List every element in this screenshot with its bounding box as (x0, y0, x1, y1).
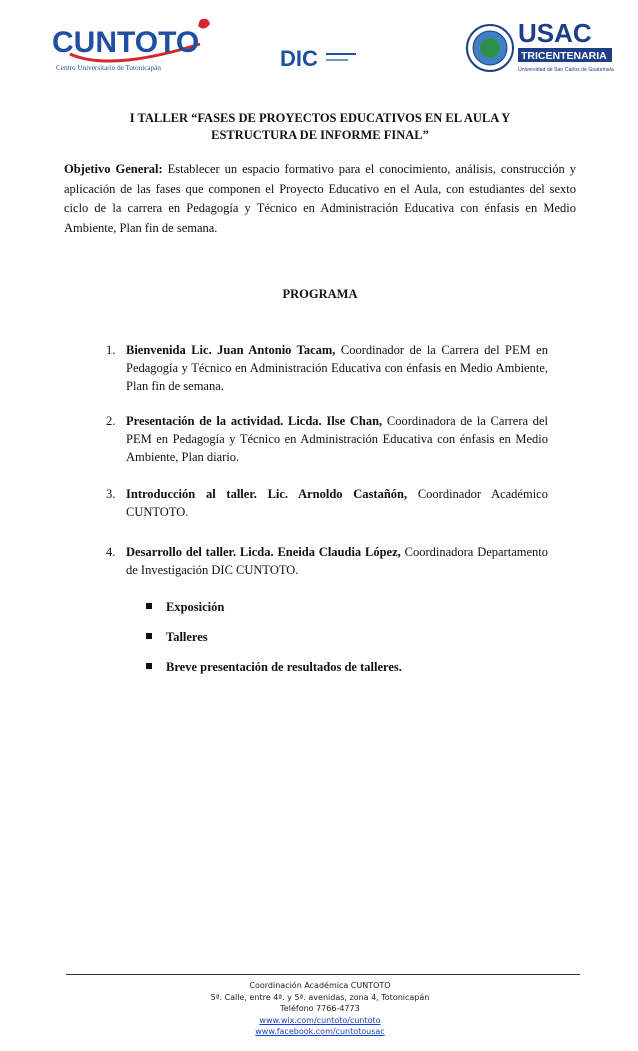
program-item (106, 543, 548, 579)
square-bullet-icon (146, 663, 152, 669)
bullet-text: Breve presentación de resultados de talleres. (166, 660, 402, 674)
title-line-1: I TALLER “FASES DE PROYECTOS EDUCATIVOS EN EL AULA Y (129, 111, 511, 125)
item-text: Coordinador Académico CUNTOTO. (126, 487, 548, 519)
svg-text:USAC: USAC (518, 18, 592, 48)
svg-text:Centro Universitario de Totoni: Centro Universitario de Totonicapán (56, 64, 161, 72)
bullet-item (146, 660, 402, 675)
program-item (106, 341, 548, 395)
bullet-text: Exposición (166, 600, 225, 614)
item-number: 1. (106, 343, 116, 357)
footer (64, 980, 576, 1038)
item-heading: Presentación de la actividad. Licda. Ilse Chan, (126, 414, 383, 428)
item-text: Coordinadora Departamento de Investigación DIC CUNTOTO. (126, 545, 548, 577)
item-number: 3. (106, 487, 116, 501)
footer-website-link[interactable]: www.wix.com/cuntoto/cuntoto (259, 1015, 381, 1025)
usac-logo (466, 18, 614, 80)
dic-logo (278, 42, 358, 74)
item-heading: Bienvenida Lic. Juan Antonio Tacam, (126, 343, 336, 357)
item-number: 2. (106, 414, 116, 428)
svg-text:Universidad de San Carlos de G: Universidad de San Carlos de Guatemala (518, 67, 614, 73)
footer-line-3: Teléfono 7766-4773 (280, 1004, 360, 1013)
item-text: Coordinador de la Carrera del PEM en Pedagogía y Técnico en Administración Educativa con énfasis en Medio Ambiente, Plan fin de semana. (126, 343, 548, 393)
programa-heading: PROGRAMA (282, 287, 358, 301)
svg-text:DIC: DIC (280, 46, 318, 71)
cuntoto-logo (50, 14, 220, 76)
document-title (64, 110, 576, 144)
footer-facebook-link[interactable]: www.facebook.com/cuntotousac (255, 1027, 385, 1036)
program-item (106, 485, 548, 521)
objective-label: Objetivo General: (64, 162, 163, 176)
objective-paragraph (64, 160, 576, 238)
item-number: 4. (106, 545, 116, 559)
footer-line-1: Coordinación Académica CUNTOTO (249, 981, 391, 990)
svg-text:CUNTOTO: CUNTOTO (52, 26, 200, 59)
square-bullet-icon (146, 603, 152, 609)
footer-divider (66, 974, 580, 975)
footer-line-2: 5ª. Calle, entre 4ª. y 5ª. avenidas, zona 4, Totonicapán (210, 992, 430, 1002)
item-heading: Introducción al taller. Lic. Arnoldo Castañón, (126, 487, 408, 501)
objective-text: Establecer un espacio formativo para el conocimiento, análisis, construcción y aplicación de las fases que componen el Proyecto Educativo en el Aula, con estudiantes del sexto ciclo de la carrera en Pedagogía y Técnico en Administración Educativa con énfasis en Medio Ambiente, Plan fin de semana. (64, 162, 576, 235)
bullet-item (146, 600, 224, 615)
svg-text:TRICENTENARIA: TRICENTENARIA (521, 50, 607, 62)
title-line-2: ESTRUCTURA DE INFORME FINAL” (211, 128, 429, 142)
program-item (106, 412, 548, 466)
item-text: Coordinadora de la Carrera del PEM en Pedagogía y Técnico en Administración Educativa con énfasis en Medio Ambiente, Plan diario. (126, 414, 549, 464)
bullet-text: Talleres (166, 630, 208, 644)
square-bullet-icon (146, 633, 152, 639)
bullet-item (146, 630, 208, 645)
item-heading: Desarrollo del taller. Licda. Eneida Claudia López, (126, 545, 401, 559)
